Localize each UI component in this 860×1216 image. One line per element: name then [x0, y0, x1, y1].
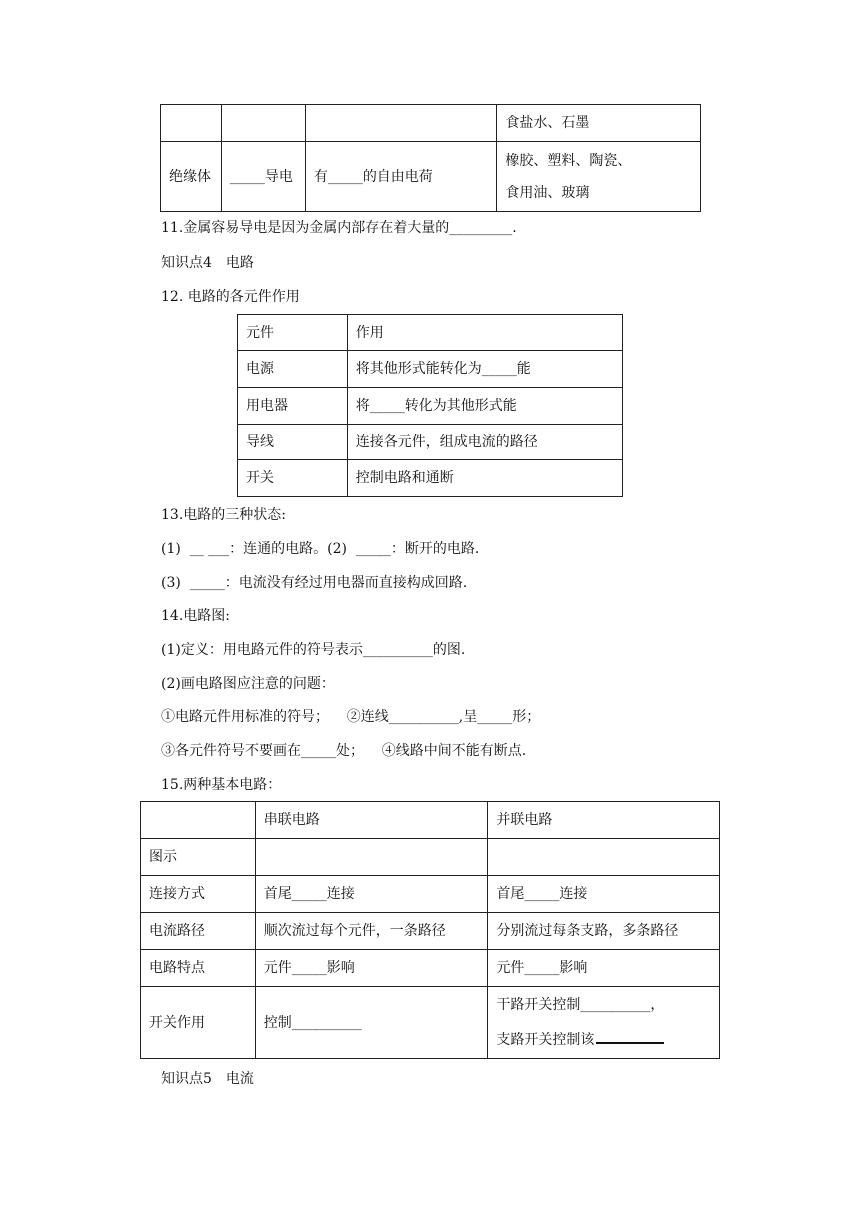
table-cell	[221, 105, 305, 142]
table-cell: 绝缘体	[161, 142, 222, 212]
table-cell: 控制__________	[255, 987, 488, 1059]
table-cell: 电源	[238, 351, 348, 388]
table-cell: 电路特点	[141, 950, 256, 987]
table-cell: 将其他形式能转化为_____能	[347, 351, 622, 388]
question-13-line: (3) _____：电流没有经过用电器而直接构成回路.	[161, 575, 468, 591]
table-row	[238, 460, 623, 497]
answer-blank	[596, 1030, 664, 1044]
question-13: 13.电路的三种状态:	[161, 507, 286, 523]
table-cell	[255, 839, 488, 876]
table-row	[238, 315, 623, 351]
table-header-cell	[141, 802, 256, 839]
table-cell: 分别流过每条支路，多条路径	[488, 913, 720, 950]
conductor-table	[160, 104, 701, 212]
cell-line: 橡胶、塑料、陶瓷、	[505, 152, 632, 169]
table-cell: 首尾_____连接	[255, 876, 488, 913]
table-header-cell: 串联电路	[255, 802, 488, 839]
cell-text: 有	[313, 168, 328, 185]
table-row	[238, 388, 623, 425]
blank-text: _____	[327, 168, 363, 185]
question-12: 12. 电路的各元件作用	[161, 289, 300, 305]
table-row	[141, 950, 720, 987]
table-cell: 连接方式	[141, 876, 256, 913]
table-cell	[161, 105, 222, 142]
table-row	[141, 876, 720, 913]
table-cell: 导线	[238, 425, 348, 460]
table-cell: 开关	[238, 460, 348, 497]
table-cell: 用电器	[238, 388, 348, 425]
table-cell: 食盐水、石墨	[497, 105, 701, 142]
table-cell	[497, 142, 701, 212]
question-14-line: (1)定义：用电路元件的符号表示__________的图.	[161, 642, 466, 658]
table-row	[141, 839, 720, 876]
table-header-cell: 并联电路	[488, 802, 720, 839]
question-11: 11.金属容易导电是因为金属内部存在着大量的_________.	[161, 220, 517, 236]
blank-text: _____	[229, 168, 265, 185]
table-cell	[488, 839, 720, 876]
cell-line	[496, 1030, 711, 1047]
circuit-comparison-table	[140, 801, 720, 1059]
table-cell	[221, 142, 305, 212]
cell-text: 支路开关控制该	[496, 1032, 595, 1048]
section-heading: 知识点5 电流	[161, 1071, 254, 1087]
cell-line: 干路开关控制__________，	[496, 997, 665, 1013]
table-cell	[305, 142, 497, 212]
question-15: 15.两种基本电路：	[161, 777, 282, 793]
cell-text: 的自由电荷	[362, 168, 433, 185]
table-row	[141, 802, 720, 839]
table-cell: 开关作用	[141, 987, 256, 1059]
table-cell: 元件_____影响	[255, 950, 488, 987]
table-header-cell: 元件	[238, 315, 348, 351]
question-13-line: (1) __ ___：连通的电路。(2) _____：断开的电路.	[161, 541, 480, 557]
table-cell: 元件_____影响	[488, 950, 720, 987]
table-row	[141, 913, 720, 950]
question-14-line: (2)画电路图应注意的问题：	[161, 676, 335, 692]
table-row	[141, 987, 720, 1059]
cell-line: 食用油、玻璃	[505, 184, 590, 201]
table-header-cell: 作用	[347, 315, 622, 351]
table-row	[238, 425, 623, 460]
table-row	[161, 142, 701, 212]
section-heading: 知识点4 电路	[161, 255, 254, 271]
table-cell: 控制电路和通断	[347, 460, 622, 497]
table-cell: 电流路径	[141, 913, 256, 950]
table-cell: 图示	[141, 839, 256, 876]
table-row	[161, 105, 701, 142]
table-cell: 连接各元件，组成电流的路径	[347, 425, 622, 460]
table-cell: 将_____转化为其他形式能	[347, 388, 622, 425]
cell-text: 导电	[264, 168, 293, 185]
table-row	[238, 351, 623, 388]
component-table	[237, 314, 623, 497]
question-14: 14.电路图:	[161, 608, 230, 624]
table-cell: 首尾_____连接	[488, 876, 720, 913]
table-cell	[305, 105, 497, 142]
table-cell	[488, 987, 720, 1059]
question-14-line: ①电路元件用标准的符号； ②连线__________,呈_____形；	[161, 709, 541, 725]
question-14-line: ③各元件符号不要画在_____处； ④线路中间不能有断点.	[161, 743, 527, 759]
table-cell: 顺次流过每个元件，一条路径	[255, 913, 488, 950]
